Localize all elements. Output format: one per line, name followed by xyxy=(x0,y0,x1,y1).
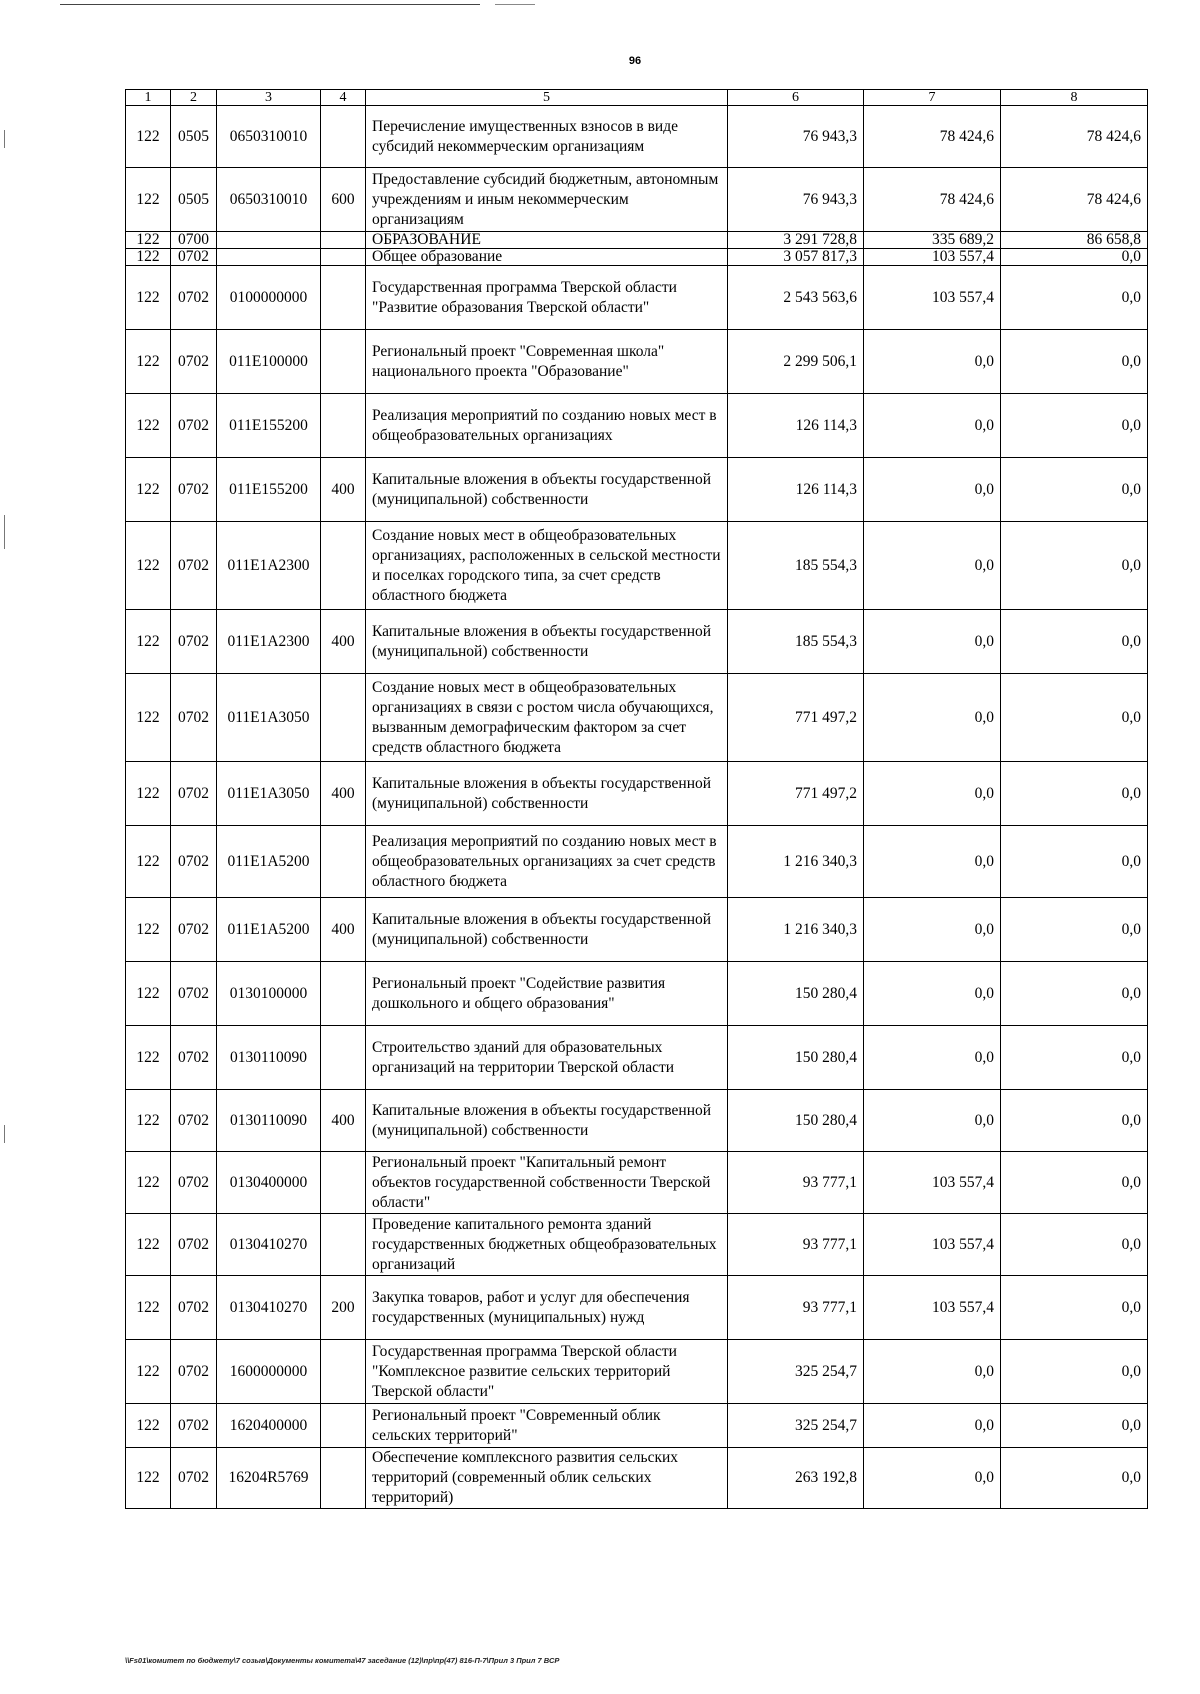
cell-chapter-code: 122 xyxy=(126,168,171,232)
table-row xyxy=(126,458,1148,522)
cell-chapter-code: 122 xyxy=(126,1214,171,1276)
table-row xyxy=(126,1340,1148,1404)
cell-amount-year2: 103 557,4 xyxy=(864,266,1001,330)
cell-expense-type xyxy=(321,1340,366,1404)
cell-amount-year2: 0,0 xyxy=(864,1026,1001,1090)
cell-amount-year3: 0,0 xyxy=(1001,266,1148,330)
cell-expense-type xyxy=(321,106,366,168)
cell-section-code: 0702 xyxy=(171,458,217,522)
cell-amount-year3: 78 424,6 xyxy=(1001,168,1148,232)
cell-chapter-code: 122 xyxy=(126,394,171,458)
column-header: 8 xyxy=(1001,90,1148,106)
cell-amount-year3: 0,0 xyxy=(1001,1404,1148,1448)
cell-target-article: 0130100000 xyxy=(217,962,321,1026)
table-row xyxy=(126,106,1148,168)
column-header: 2 xyxy=(171,90,217,106)
cell-chapter-code: 122 xyxy=(126,762,171,826)
cell-amount-year3: 0,0 xyxy=(1001,1026,1148,1090)
cell-amount-year1: 1 216 340,3 xyxy=(728,826,864,898)
scan-left-mark xyxy=(4,1125,5,1143)
cell-section-code: 0702 xyxy=(171,674,217,762)
cell-chapter-code: 122 xyxy=(126,610,171,674)
cell-amount-year1: 93 777,1 xyxy=(728,1214,864,1276)
cell-chapter-code: 122 xyxy=(126,249,171,266)
cell-section-code: 0702 xyxy=(171,962,217,1026)
cell-amount-year2: 0,0 xyxy=(864,394,1001,458)
cell-chapter-code: 122 xyxy=(126,458,171,522)
cell-section-code: 0700 xyxy=(171,232,217,249)
cell-description: Предоставление субсидий бюджетным, автономным учреждениям и иным некоммерческим организациям xyxy=(366,168,728,232)
cell-amount-year2: 0,0 xyxy=(864,898,1001,962)
cell-description: Региональный проект "Современная школа" национального проекта "Образование" xyxy=(366,330,728,394)
cell-chapter-code: 122 xyxy=(126,1090,171,1152)
cell-amount-year3: 0,0 xyxy=(1001,522,1148,610)
cell-amount-year1: 93 777,1 xyxy=(728,1152,864,1214)
cell-expense-type xyxy=(321,394,366,458)
cell-amount-year2: 0,0 xyxy=(864,962,1001,1026)
footer-file-path: \\Fs01\комитет по бюджету\7 созыв\Документы комитета\47 заседание (12)\пр\пр(47) 816-П-7\Прил 3 Прил 7 ВСР xyxy=(125,1656,560,1665)
scan-top-line xyxy=(60,4,480,5)
cell-chapter-code: 122 xyxy=(126,1404,171,1448)
cell-chapter-code: 122 xyxy=(126,1026,171,1090)
cell-target-article: 1620400000 xyxy=(217,1404,321,1448)
column-header: 5 xyxy=(366,90,728,106)
cell-amount-year3: 0,0 xyxy=(1001,962,1148,1026)
cell-amount-year2: 103 557,4 xyxy=(864,249,1001,266)
table-header-row xyxy=(126,90,1148,106)
cell-description: Общее образование xyxy=(366,249,728,266)
table-row xyxy=(126,762,1148,826)
cell-target-article: 011E1A3050 xyxy=(217,762,321,826)
cell-expense-type xyxy=(321,330,366,394)
cell-amount-year1: 126 114,3 xyxy=(728,458,864,522)
cell-description: Региональный проект "Капитальный ремонт объектов государственной собственности Тверской области" xyxy=(366,1152,728,1214)
cell-amount-year2: 335 689,2 xyxy=(864,232,1001,249)
cell-amount-year2: 0,0 xyxy=(864,1448,1001,1509)
cell-chapter-code: 122 xyxy=(126,330,171,394)
cell-description: Перечисление имущественных взносов в виде субсидий некоммерческим организациям xyxy=(366,106,728,168)
cell-target-article xyxy=(217,249,321,266)
cell-amount-year2: 0,0 xyxy=(864,826,1001,898)
column-header: 3 xyxy=(217,90,321,106)
cell-amount-year2: 103 557,4 xyxy=(864,1152,1001,1214)
cell-description: Капитальные вложения в объекты государственной (муниципальной) собственности xyxy=(366,1090,728,1152)
cell-chapter-code: 122 xyxy=(126,962,171,1026)
cell-expense-type: 200 xyxy=(321,1276,366,1340)
cell-amount-year1: 76 943,3 xyxy=(728,168,864,232)
cell-description: Региональный проект "Современный облик сельских территорий" xyxy=(366,1404,728,1448)
cell-chapter-code: 122 xyxy=(126,1448,171,1509)
cell-expense-type: 400 xyxy=(321,458,366,522)
cell-amount-year3: 0,0 xyxy=(1001,898,1148,962)
cell-amount-year1: 126 114,3 xyxy=(728,394,864,458)
cell-chapter-code: 122 xyxy=(126,266,171,330)
cell-amount-year3: 0,0 xyxy=(1001,249,1148,266)
cell-description: Строительство зданий для образовательных организаций на территории Тверской области xyxy=(366,1026,728,1090)
cell-section-code: 0702 xyxy=(171,266,217,330)
table-row xyxy=(126,962,1148,1026)
table-row xyxy=(126,522,1148,610)
cell-amount-year2: 0,0 xyxy=(864,330,1001,394)
cell-section-code: 0702 xyxy=(171,394,217,458)
cell-target-article: 011E1A2300 xyxy=(217,522,321,610)
cell-amount-year1: 771 497,2 xyxy=(728,674,864,762)
cell-amount-year1: 93 777,1 xyxy=(728,1276,864,1340)
cell-amount-year3: 0,0 xyxy=(1001,1090,1148,1152)
table-row xyxy=(126,1214,1148,1276)
cell-section-code: 0702 xyxy=(171,1448,217,1509)
cell-section-code: 0505 xyxy=(171,106,217,168)
cell-expense-type xyxy=(321,232,366,249)
cell-expense-type xyxy=(321,1448,366,1509)
cell-target-article: 011E1A5200 xyxy=(217,898,321,962)
table-row xyxy=(126,232,1148,249)
cell-chapter-code: 122 xyxy=(126,826,171,898)
table-row xyxy=(126,330,1148,394)
cell-amount-year1: 76 943,3 xyxy=(728,106,864,168)
table-row xyxy=(126,898,1148,962)
cell-section-code: 0505 xyxy=(171,168,217,232)
cell-description: Обеспечение комплексного развития сельских территорий (современный облик сельских территорий) xyxy=(366,1448,728,1509)
cell-target-article: 0130110090 xyxy=(217,1090,321,1152)
page-number: 96 xyxy=(628,55,642,67)
cell-section-code: 0702 xyxy=(171,898,217,962)
cell-expense-type xyxy=(321,522,366,610)
cell-section-code: 0702 xyxy=(171,1214,217,1276)
cell-amount-year3: 0,0 xyxy=(1001,1152,1148,1214)
cell-chapter-code: 122 xyxy=(126,522,171,610)
cell-amount-year2: 0,0 xyxy=(864,1090,1001,1152)
table-row xyxy=(126,610,1148,674)
scan-left-mark xyxy=(4,130,5,148)
cell-chapter-code: 122 xyxy=(126,674,171,762)
cell-amount-year1: 2 299 506,1 xyxy=(728,330,864,394)
cell-amount-year2: 0,0 xyxy=(864,1404,1001,1448)
cell-description: Капитальные вложения в объекты государственной (муниципальной) собственности xyxy=(366,458,728,522)
cell-chapter-code: 122 xyxy=(126,1276,171,1340)
cell-target-article: 011E1A2300 xyxy=(217,610,321,674)
cell-chapter-code: 122 xyxy=(126,1340,171,1404)
cell-amount-year2: 103 557,4 xyxy=(864,1276,1001,1340)
cell-target-article: 0130110090 xyxy=(217,1026,321,1090)
cell-amount-year2: 103 557,4 xyxy=(864,1214,1001,1276)
cell-target-article: 0100000000 xyxy=(217,266,321,330)
cell-expense-type: 400 xyxy=(321,1090,366,1152)
cell-target-article: 0130410270 xyxy=(217,1276,321,1340)
cell-amount-year2: 0,0 xyxy=(864,522,1001,610)
table-row xyxy=(126,1404,1148,1448)
cell-amount-year2: 0,0 xyxy=(864,458,1001,522)
cell-amount-year2: 0,0 xyxy=(864,1340,1001,1404)
cell-amount-year3: 0,0 xyxy=(1001,610,1148,674)
cell-amount-year1: 325 254,7 xyxy=(728,1404,864,1448)
cell-amount-year1: 150 280,4 xyxy=(728,962,864,1026)
cell-target-article: 0130400000 xyxy=(217,1152,321,1214)
budget-table xyxy=(125,89,1148,1509)
cell-target-article xyxy=(217,232,321,249)
cell-target-article: 1600000000 xyxy=(217,1340,321,1404)
cell-section-code: 0702 xyxy=(171,1276,217,1340)
cell-description: Создание новых мест в общеобразовательных организациях в связи с ростом числа обучающихся, вызванным демографическим фактором за счет средств областного бюджета xyxy=(366,674,728,762)
cell-amount-year3: 0,0 xyxy=(1001,826,1148,898)
table-row xyxy=(126,168,1148,232)
cell-target-article: 011E155200 xyxy=(217,394,321,458)
table-row xyxy=(126,394,1148,458)
column-header: 4 xyxy=(321,90,366,106)
cell-target-article: 011E1A5200 xyxy=(217,826,321,898)
cell-section-code: 0702 xyxy=(171,522,217,610)
cell-amount-year1: 150 280,4 xyxy=(728,1026,864,1090)
cell-target-article: 16204R5769 xyxy=(217,1448,321,1509)
cell-description: Региональный проект "Содействие развития дошкольного и общего образования" xyxy=(366,962,728,1026)
cell-section-code: 0702 xyxy=(171,1090,217,1152)
cell-amount-year3: 0,0 xyxy=(1001,1448,1148,1509)
cell-section-code: 0702 xyxy=(171,762,217,826)
cell-expense-type xyxy=(321,674,366,762)
table-row xyxy=(126,674,1148,762)
cell-section-code: 0702 xyxy=(171,249,217,266)
cell-expense-type xyxy=(321,1404,366,1448)
cell-target-article: 011E100000 xyxy=(217,330,321,394)
cell-chapter-code: 122 xyxy=(126,232,171,249)
cell-expense-type: 400 xyxy=(321,762,366,826)
cell-amount-year1: 1 216 340,3 xyxy=(728,898,864,962)
cell-description: Закупка товаров, работ и услуг для обеспечения государственных (муниципальных) нужд xyxy=(366,1276,728,1340)
cell-description: Реализация мероприятий по созданию новых мест в общеобразовательных организациях за счет средств областного бюджета xyxy=(366,826,728,898)
table-row xyxy=(126,1448,1148,1509)
cell-amount-year1: 185 554,3 xyxy=(728,610,864,674)
cell-description: Реализация мероприятий по созданию новых мест в общеобразовательных организациях xyxy=(366,394,728,458)
cell-description: Государственная программа Тверской области "Комплексное развитие сельских территорий Тверской области" xyxy=(366,1340,728,1404)
cell-amount-year3: 78 424,6 xyxy=(1001,106,1148,168)
cell-amount-year3: 0,0 xyxy=(1001,1276,1148,1340)
cell-description: ОБРАЗОВАНИЕ xyxy=(366,232,728,249)
cell-section-code: 0702 xyxy=(171,330,217,394)
cell-amount-year1: 3 291 728,8 xyxy=(728,232,864,249)
table-row xyxy=(126,1152,1148,1214)
cell-expense-type xyxy=(321,1026,366,1090)
table-row xyxy=(126,1026,1148,1090)
scan-top-line xyxy=(495,4,535,5)
table-row xyxy=(126,249,1148,266)
cell-amount-year3: 0,0 xyxy=(1001,330,1148,394)
cell-expense-type xyxy=(321,249,366,266)
cell-section-code: 0702 xyxy=(171,1152,217,1214)
column-header: 7 xyxy=(864,90,1001,106)
cell-section-code: 0702 xyxy=(171,1404,217,1448)
cell-section-code: 0702 xyxy=(171,1026,217,1090)
cell-amount-year1: 325 254,7 xyxy=(728,1340,864,1404)
cell-description: Капитальные вложения в объекты государственной (муниципальной) собственности xyxy=(366,898,728,962)
cell-amount-year2: 0,0 xyxy=(864,610,1001,674)
cell-expense-type xyxy=(321,1152,366,1214)
cell-amount-year3: 0,0 xyxy=(1001,1214,1148,1276)
cell-expense-type xyxy=(321,266,366,330)
cell-chapter-code: 122 xyxy=(126,1152,171,1214)
cell-expense-type xyxy=(321,826,366,898)
cell-amount-year3: 86 658,8 xyxy=(1001,232,1148,249)
table-row xyxy=(126,1090,1148,1152)
cell-target-article: 0650310010 xyxy=(217,106,321,168)
cell-expense-type xyxy=(321,1214,366,1276)
cell-amount-year3: 0,0 xyxy=(1001,762,1148,826)
cell-expense-type xyxy=(321,962,366,1026)
cell-target-article: 011E1A3050 xyxy=(217,674,321,762)
cell-amount-year2: 78 424,6 xyxy=(864,106,1001,168)
cell-amount-year2: 0,0 xyxy=(864,674,1001,762)
cell-description: Проведение капитального ремонта зданий государственных бюджетных общеобразовательных организаций xyxy=(366,1214,728,1276)
cell-amount-year1: 771 497,2 xyxy=(728,762,864,826)
cell-amount-year1: 2 543 563,6 xyxy=(728,266,864,330)
cell-amount-year1: 150 280,4 xyxy=(728,1090,864,1152)
column-header: 6 xyxy=(728,90,864,106)
cell-section-code: 0702 xyxy=(171,826,217,898)
table-row xyxy=(126,826,1148,898)
cell-target-article: 0130410270 xyxy=(217,1214,321,1276)
cell-amount-year1: 185 554,3 xyxy=(728,522,864,610)
cell-section-code: 0702 xyxy=(171,610,217,674)
cell-amount-year3: 0,0 xyxy=(1001,674,1148,762)
cell-expense-type: 400 xyxy=(321,610,366,674)
cell-description: Капитальные вложения в объекты государственной (муниципальной) собственности xyxy=(366,762,728,826)
cell-description: Капитальные вложения в объекты государственной (муниципальной) собственности xyxy=(366,610,728,674)
cell-chapter-code: 122 xyxy=(126,106,171,168)
table-row xyxy=(126,266,1148,330)
column-header: 1 xyxy=(126,90,171,106)
cell-amount-year1: 3 057 817,3 xyxy=(728,249,864,266)
scan-left-mark xyxy=(4,515,5,549)
cell-expense-type: 600 xyxy=(321,168,366,232)
cell-chapter-code: 122 xyxy=(126,898,171,962)
cell-description: Создание новых мест в общеобразовательных организациях, расположенных в сельской местности и поселках городского типа, за счет средств областного бюджета xyxy=(366,522,728,610)
cell-target-article: 011E155200 xyxy=(217,458,321,522)
cell-section-code: 0702 xyxy=(171,1340,217,1404)
cell-amount-year3: 0,0 xyxy=(1001,1340,1148,1404)
cell-amount-year2: 0,0 xyxy=(864,762,1001,826)
cell-expense-type: 400 xyxy=(321,898,366,962)
cell-amount-year2: 78 424,6 xyxy=(864,168,1001,232)
cell-description: Государственная программа Тверской области "Развитие образования Тверской области" xyxy=(366,266,728,330)
cell-amount-year3: 0,0 xyxy=(1001,394,1148,458)
cell-target-article: 0650310010 xyxy=(217,168,321,232)
cell-amount-year3: 0,0 xyxy=(1001,458,1148,522)
cell-amount-year1: 263 192,8 xyxy=(728,1448,864,1509)
table-row xyxy=(126,1276,1148,1340)
